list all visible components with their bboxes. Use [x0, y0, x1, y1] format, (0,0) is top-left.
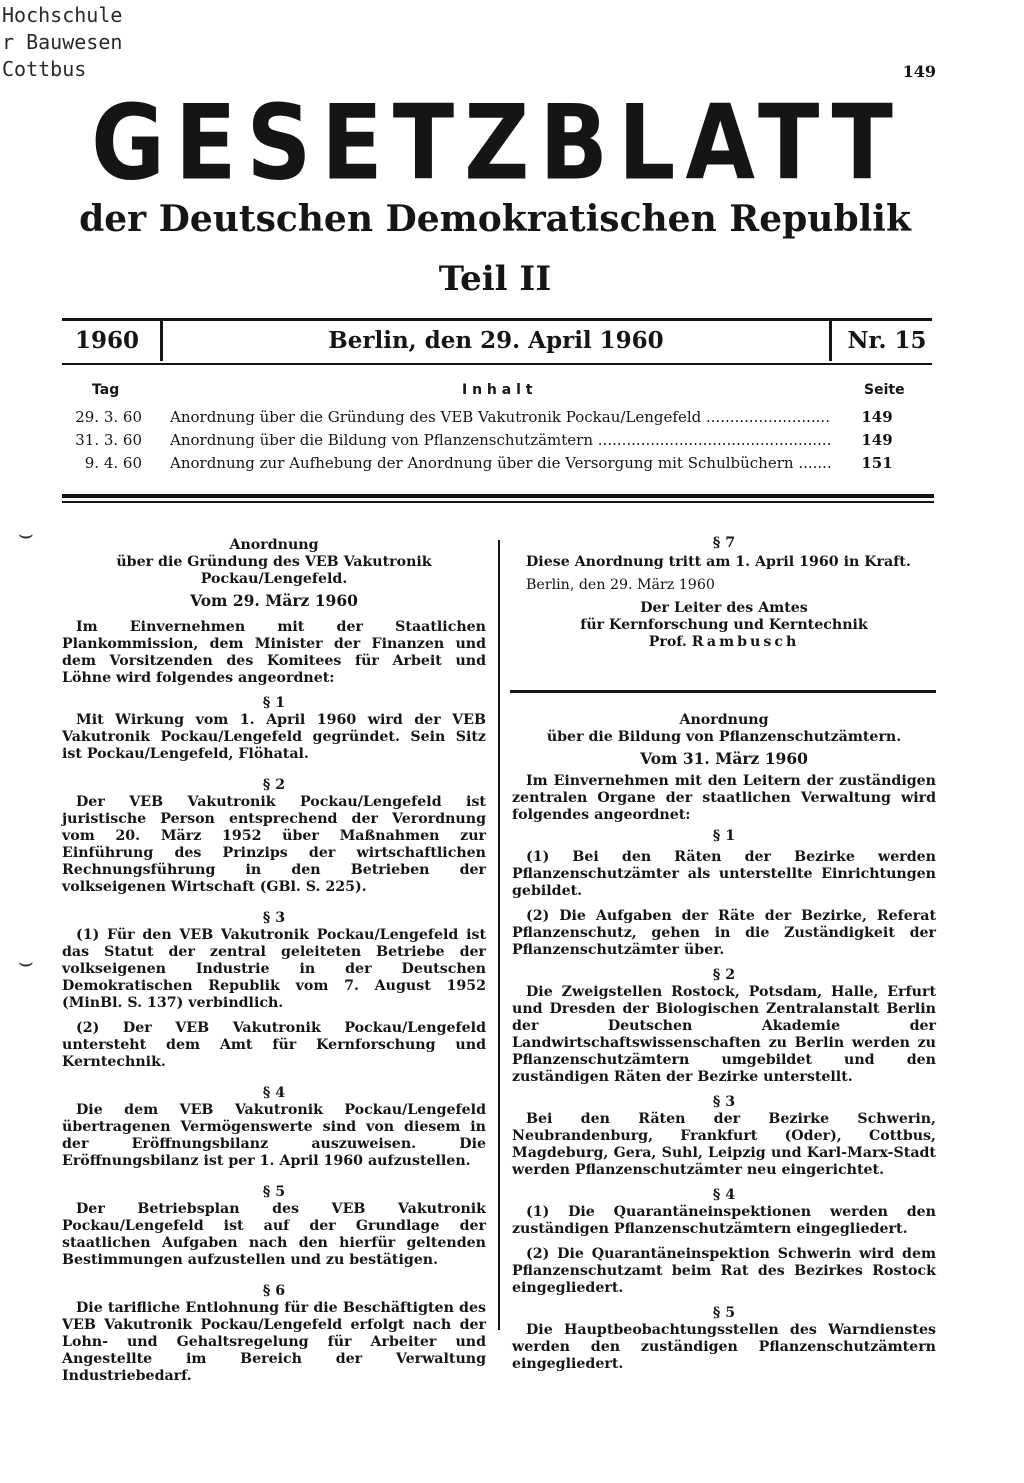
- divider-thin: [62, 501, 934, 503]
- toc-date: 29. 3. 60: [75, 408, 142, 426]
- stamp-line: Cottbus: [2, 57, 87, 81]
- ordinance-heading: Anordnung: [679, 712, 769, 728]
- toc-row: [62, 454, 932, 477]
- ordinance-heading: über die Bildung von Pflanzenschutzämtern.: [546, 729, 902, 745]
- toc-row: [62, 408, 932, 431]
- year: 1960: [74, 327, 139, 354]
- section-number: § 4: [712, 1187, 736, 1203]
- paragraph: (2) Die Aufgaben der Räte der Bezirke, Referat Pflanzenschutz, gehen in die Zuständigkeit der Pflanzenschutzämter über.: [512, 908, 936, 958]
- divider-thick: [62, 494, 934, 498]
- right-column-bottom: [512, 712, 936, 1373]
- dateline-box: [62, 318, 932, 365]
- toc-col-page: Seite: [864, 382, 905, 398]
- section-number: § 5: [262, 1184, 286, 1200]
- signature-surname: Rambusch: [691, 634, 800, 650]
- signature-name: [512, 634, 936, 651]
- section-number: § 7: [712, 535, 736, 551]
- section-number: § 1: [262, 695, 286, 711]
- signature-line: für Kernforschung und Kerntechnik: [580, 617, 868, 633]
- toc-title: Anordnung über die Bildung von Pflanzenschutzämtern .....: [170, 431, 830, 449]
- toc-date: 9. 4. 60: [84, 454, 142, 472]
- toc-page: 151: [861, 454, 893, 472]
- toc-col-content: I n h a l t: [462, 382, 533, 398]
- issue-number: Nr. 15: [847, 327, 927, 354]
- paragraph: (1) Die Quarantäneinspektionen werden den zuständigen Pflanzenschutzämtern eingegliedert.: [512, 1204, 936, 1237]
- preamble: Im Einvernehmen mit der Staatlichen Plankommission, dem Minister der Finanzen und dem Vorsitzenden des Komitees für Arbeit und Löhne wird folgendes angeordnet:: [62, 619, 486, 686]
- margin-check-mark: ⌣: [18, 520, 34, 548]
- signature-title: Prof.: [648, 634, 687, 650]
- masthead-subtitle: der Deutschen Demokratischen Republik: [79, 198, 911, 240]
- section-number: § 3: [262, 910, 286, 926]
- masthead-title: GESETZBLATT: [91, 83, 903, 204]
- toc-title: Anordnung über die Gründung des VEB Vakutronik Pockau/Lengefeld .....: [170, 408, 830, 426]
- ordinance-heading: Pockau/Lengefeld.: [200, 571, 348, 587]
- part-label: Teil II: [438, 259, 552, 299]
- preamble: Im Einvernehmen mit den Leitern der zuständigen zentralen Organe der staatlichen Verwaltung wird folgendes angeordnet:: [512, 773, 936, 823]
- paragraph: (2) Die Quarantäneinspektion Schwerin wird dem Pflanzenschutzamt beim Rat des Bezirkes Rostock eingegliedert.: [512, 1246, 936, 1296]
- paragraph: Die Hauptbeobachtungsstellen des Warndienstes werden den zuständigen Pflanzenschutzämtern eingegliedert.: [512, 1322, 936, 1372]
- section-divider: [510, 690, 936, 693]
- margin-check-mark: ⌣: [18, 948, 34, 976]
- stamp-line: r Bauwesen: [2, 30, 123, 54]
- table-of-contents: [62, 382, 932, 477]
- toc-header: [62, 382, 932, 408]
- toc-col-day: Tag: [92, 382, 120, 398]
- toc-title: Anordnung zur Aufhebung der Anordnung über die Versorgung mit Schulbüchern .....: [170, 454, 830, 472]
- section-number: § 2: [712, 967, 736, 983]
- section-number: § 4: [262, 1085, 286, 1101]
- right-column-top: [512, 535, 936, 651]
- paragraph: (1) Für den VEB Vakutronik Pockau/Lengefeld ist das Statut der zentral geleiteten Betriebe der volkseigenen Industrie in der Deutschen Demokratischen Republik vom 7. August 1952 (MinBl. S. 137) verbindlich.: [62, 927, 486, 1011]
- paragraph: Der Betriebsplan des VEB Vakutronik Pockau/Lengefeld ist auf der Grundlage der staatlichen Aufgaben nach den hierfür geltenden Bestimmungen aufzustellen und zu bestätigen.: [62, 1201, 486, 1268]
- section-number: § 2: [262, 777, 286, 793]
- stamp-line: Hochschule: [2, 3, 123, 27]
- paragraph: Bei den Räten der Bezirke Schwerin, Neubrandenburg, Frankfurt (Oder), Cottbus, Magdeburg, Gera, Suhl, Leipzig und Karl-Marx-Stadt werden Pflanzenschutzämter neu eingerichtet.: [512, 1111, 936, 1178]
- toc-page: 149: [861, 408, 893, 426]
- ordinance-heading: über die Gründung des VEB Vakutronik: [116, 554, 432, 570]
- paragraph: Die tarifliche Entlohnung für die Beschäftigten des VEB Vakutronik Pockau/Lengefeld erfolgt nach der Lohn- und Gehaltsregelung für Arbeiter und Angestellte im Bereich der Verwaltung Industriebedarf.: [62, 1300, 486, 1384]
- paragraph: Diese Anordnung tritt am 1. April 1960 in Kraft.: [526, 554, 911, 570]
- signature-line: Der Leiter des Amtes: [640, 600, 808, 616]
- section-number: § 1: [712, 828, 736, 844]
- library-stamp: [2, 2, 162, 83]
- signature-place: Berlin, den 29. März 1960: [526, 577, 715, 593]
- paragraph: Der VEB Vakutronik Pockau/Lengefeld ist juristische Person entsprechend der Verordnung vom 20. März 1952 über Maßnahmen zur Einführung des Prinzips der wirtschaftlichen Rechnungsführung in den Betrieben der volkseigenen Wirtschaft (GBl. S. 225).: [62, 794, 486, 895]
- place-date: Berlin, den 29. April 1960: [160, 321, 832, 361]
- paragraph: Mit Wirkung vom 1. April 1960 wird der VEB Vakutronik Pockau/Lengefeld gegründet. Sein Sitz ist Pockau/Lengefeld, Flöhatal.: [62, 712, 486, 762]
- ordinance-heading: Anordnung: [229, 537, 319, 553]
- paragraph: Die dem VEB Vakutronik Pockau/Lengefeld übertragenen Vermögenswerte sind von diesem in der Eröffnungsbilanz auszuweisen. Die Eröffnungsbilanz ist per 1. April 1960 aufzustellen.: [62, 1102, 486, 1169]
- page-number: 149: [902, 62, 936, 81]
- toc-row: [62, 431, 932, 454]
- section-number: § 5: [712, 1305, 736, 1321]
- section-number: § 6: [262, 1283, 286, 1299]
- section-number: § 3: [712, 1094, 736, 1110]
- toc-page: 149: [861, 431, 893, 449]
- paragraph: (1) Bei den Räten der Bezirke werden Pflanzenschutzämter als unterstellte Einrichtungen gebildet.: [512, 849, 936, 899]
- column-divider: [498, 540, 500, 1330]
- paragraph: (2) Der VEB Vakutronik Pockau/Lengefeld untersteht dem Amt für Kernforschung und Kerntechnik.: [62, 1020, 486, 1070]
- toc-date: 31. 3. 60: [75, 431, 142, 449]
- ordinance-date: Vom 31. März 1960: [640, 749, 808, 768]
- ordinance-date: Vom 29. März 1960: [190, 591, 358, 610]
- left-column: [62, 537, 486, 1385]
- paragraph: Die Zweigstellen Rostock, Potsdam, Halle, Erfurt und Dresden der Biologischen Zentralanstalt Berlin der Deutschen Akademie der Landwirtschaftswissenschaften zu Berlin werden zu Pflanzenschutzämtern umgebildet und den zuständigen Räten der Bezirke unterstellt.: [512, 984, 936, 1085]
